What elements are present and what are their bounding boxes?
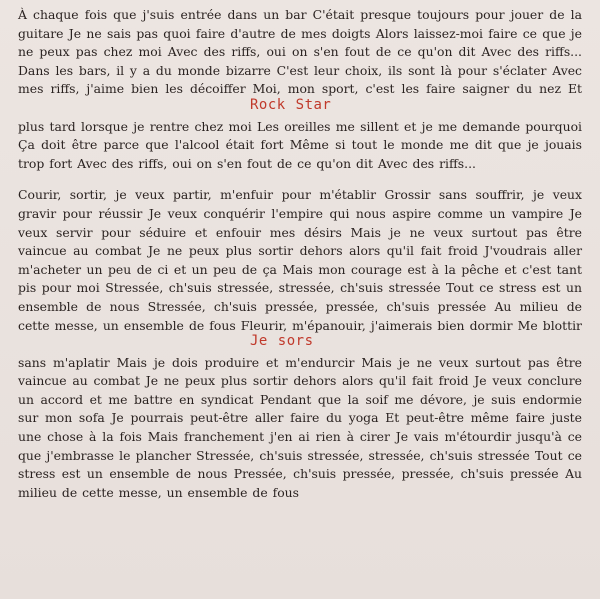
title-gap bbox=[18, 96, 582, 118]
lyrics-text: bien les décoiffer Moi, mon sport, c'est les faire saigner du nez Et plus tard lorsque je rentre chez moi Les oreilles me sillent et je me demande pourquoi Ça doit être parce que l'alcool était fort Même si tout le monde me dit que je jouais trop fort Avec des riffs, oui on s'en fout de ce qu'on dit Avec des riffs... bbox=[18, 81, 582, 171]
lyrics-text: un ensemble de fous Fleurir, m'épanouir, j'aimerais bien dormir Me blottir sans m'aplatir Mais je dois produire et m'endurcir Mais je ne veux surtout pas être vaincue au combat Je ne peux plus sortir dehors alors qu'il fait froid Je veux conclure un accord et me battre en syndicat Pendant que la soif me dévore, je suis endormie sur mon sofa Je pourrais peut-être aller faire du yoga Et peut-être même faire juste une chose à la fois Mais franchement j'en ai rien à cirer Je vais m'étourdir jusqu'à ce que j'embrasse le plancher Stressée, ch'suis stressée, stressée, ch'suis stressée Tout ce stress est un ensemble de nous Pressée, ch'suis pressée, pressée, ch'suis pressée Au milieu de cette messe, un ensemble de fous bbox=[18, 317, 582, 500]
lyrics-text: À chaque fois que j'suis entrée dans un bar C'était presque toujours pour jouer de la guitare Je ne sais pas quoi faire d'autre de mes doigts Alors laissez-moi faire ce que je ne peux pas chez moi Avec des riffs, oui on s'en fout de ce qu'on dit Avec des riffs... Dans les bars, il y a du monde bizarre C'est leur choix, ils sont là pour s'éclater Avec mes riffs, j'aime bbox=[18, 7, 582, 97]
song-title-rock-star: Rock Star bbox=[250, 96, 332, 113]
lyrics-paragraph-2 bbox=[18, 186, 582, 502]
song-title-je-sors: Je sors bbox=[250, 333, 314, 350]
lyrics-text: Courir, sortir, je veux partir, m'enfuir pour m'établir Grossir sans souffrir, je veux gravir pour réussir Je veux conquérir l'empire qui nous aspire comme un vampire Je veux servir pour séduire et enfouir mes désirs Mais je ne veux surtout pas être vaincue au combat Je ne peux plus sortir dehors alors qu'il fait froid J'voudrais aller m'acheter un peu de ci et un peu de ça Mais mon courage est à la pêche et c'est tant pis pour moi Stressée, ch'suis stressée, stressée, ch'suis stressée Tout ce stress est un ensemble de nous Stressée, ch'suis pressée, pressée, ch'suis pressée Au milieu de cette messe, bbox=[18, 187, 582, 333]
lyrics-paragraph-1 bbox=[18, 6, 582, 173]
title-gap bbox=[18, 335, 582, 354]
